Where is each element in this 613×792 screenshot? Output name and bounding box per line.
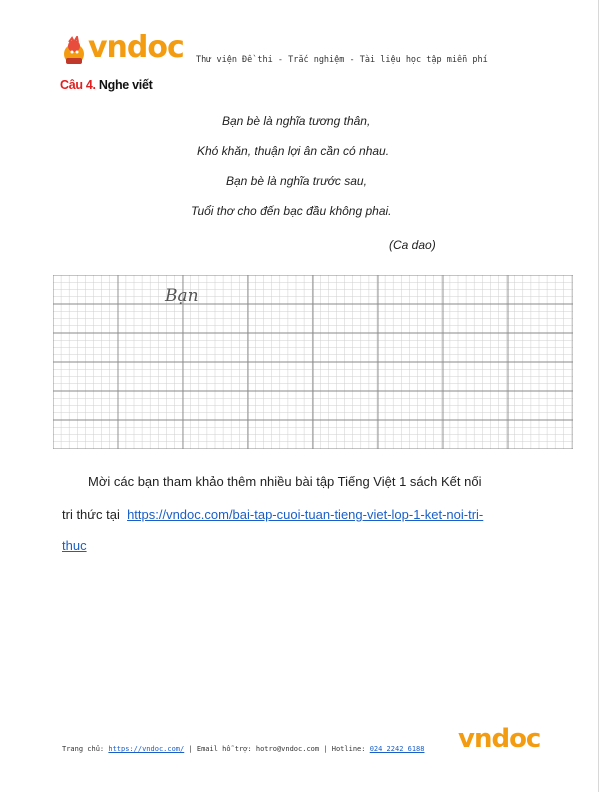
poem-source: (Ca dao) xyxy=(389,238,436,252)
vndoc-logo[interactable] xyxy=(60,30,184,68)
poem-line-4: Tuổi thơ cho đến bạc đầu không phai. xyxy=(191,204,392,218)
page-edge xyxy=(598,0,599,792)
footer-home-label: Trang chủ: xyxy=(62,745,105,753)
reference-link-continued[interactable]: thuc xyxy=(62,538,87,553)
footer-home-link[interactable]: https://vndoc.com/ xyxy=(108,745,185,753)
question-title: Nghe viết xyxy=(98,78,153,92)
question-heading xyxy=(60,78,152,92)
header-tagline: Thư viện Đề thi - Trắc nghiệm - Tài liệu học tập miễn phí xyxy=(196,55,488,65)
logo-text: vndoc xyxy=(88,30,184,65)
poem-line-2: Khó khăn, thuận lợi ân cần có nhau. xyxy=(197,144,390,158)
mascot-icon xyxy=(60,36,90,68)
reference-prefix: tri thức tại xyxy=(62,507,120,522)
question-number: Câu 4. xyxy=(60,78,96,92)
poem-line-3: Bạn bè là nghĩa trước sau, xyxy=(226,174,367,188)
reference-line-1: Mời các bạn tham khảo thêm nhiều bài tập Tiếng Việt 1 sách Kết nối xyxy=(88,474,482,489)
reference-line-2 xyxy=(62,507,483,522)
reference-line-3 xyxy=(62,538,87,553)
handwriting-practice-grid xyxy=(53,275,573,449)
footer-hotline-link[interactable]: 024 2242 6188 xyxy=(369,745,425,753)
footer-vndoc-logo[interactable]: vndoc xyxy=(458,724,541,754)
reference-link[interactable]: https://vndoc.com/bai-tap-cuoi-tuan-tieng-viet-lop-1-ket-noi-tri- xyxy=(127,507,484,522)
footer xyxy=(62,745,424,753)
footer-email-text: | Email hỗ trợ: hotro@vndoc.com | Hotline: xyxy=(188,745,366,753)
poem-line-1: Bạn bè là nghĩa tương thân, xyxy=(222,114,371,128)
sample-handwritten-word: Bạn xyxy=(165,286,199,306)
